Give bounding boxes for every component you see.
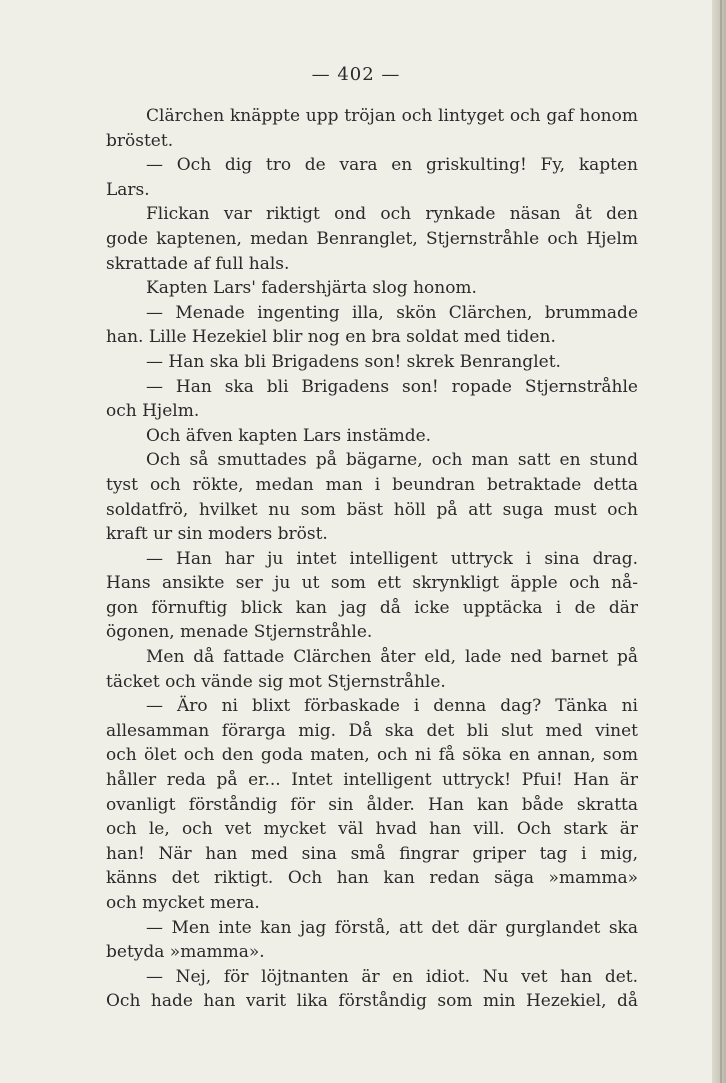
text-line: tyst och rökte, medan man i beundran betraktade detta [106,474,638,495]
text-line: Hans ansikte ser ju ut som ett skrynkligt äpple och nå- [106,573,638,594]
text-line: Men då fattade Clärchen åter eld, lade ned barnet på [146,647,638,668]
text-line: han. Lille Hezekiel blir nog en bra soldat med tiden. [106,327,556,348]
text-line: — Och dig tro de vara en griskulting! Fy, kapten [146,155,638,176]
text-line: — Menade ingenting illa, skön Clärchen, brummade [146,302,638,323]
text-line: kraft ur sin moders bröst. [106,524,328,545]
text-line: Och äfven kapten Lars instämde. [146,425,432,446]
text-line: täcket och vände sig mot Stjernstråhle. [106,671,446,692]
text-line: bröstet. [106,130,174,151]
text-line: skrattade af full hals. [106,253,290,274]
text-line: — Han ska bli Brigadens son! ropade Stjernstråhle [146,376,638,397]
page-number: — 402 — [311,64,401,85]
text-line: och Hjelm. [106,401,200,422]
page-edge [712,0,726,1083]
text-line: gon förnuftig blick kan jag då icke upptäcka i de där [106,597,638,618]
text-line: Och så smuttades på bägarne, och man satt en stund [146,450,638,471]
text-line: — Men inte kan jag förstå, att det där gurglandet ska [146,917,638,938]
text-line: Flickan var riktigt ond och rynkade näsan åt den [146,204,638,225]
body-text [106,104,638,1014]
text-line: Lars. [106,179,150,200]
text-line: — Nej, för löjtnanten är en idiot. Nu vet han det. [146,966,638,987]
text-line: och le, och vet mycket väl hvad han vill. Och stark är [106,819,638,840]
text-line: — Äro ni blixt förbaskade i denna dag? Tänka ni [146,696,638,717]
text-line: — Han har ju intet intelligent uttryck i sina drag. [146,548,638,569]
text-line: känns det riktigt. Och han kan redan säga »mamma» [106,868,638,889]
text-line: soldatfrö, hvilket nu som bäst höll på att suga must och [106,499,638,520]
binding-shadow [720,0,722,1083]
text-line: han! När han med sina små fingrar griper tag i mig, [106,843,638,864]
text-line: ovanligt förståndig för sin ålder. Han kan både skratta [106,794,638,815]
text-line: och mycket mera. [106,893,260,913]
text-line: ögonen, menade Stjernstråhle. [106,622,373,643]
text-line: allesamman förarga mig. Då ska det bli slut med vinet [106,720,638,741]
text-line: gode kaptenen, medan Benranglet, Stjernstråhle och Hjelm [106,228,638,249]
text-line: håller reda på er... Intet intelligent uttryck! Pfui! Han är [106,770,638,791]
text-line: — Han ska bli Brigadens son! skrek Benranglet. [146,351,561,372]
text-line: Och hade han varit lika förståndig som min Hezekiel, då [106,991,638,1012]
text-line: och ölet och den goda maten, och ni få söka en annan, som [106,745,638,766]
text-line: Clärchen knäppte upp tröjan och lintyget och gaf honom [146,106,638,126]
text-line: Kapten Lars' fadershjärta slog honom. [146,278,477,299]
text-line: betyda »mamma». [106,942,265,963]
